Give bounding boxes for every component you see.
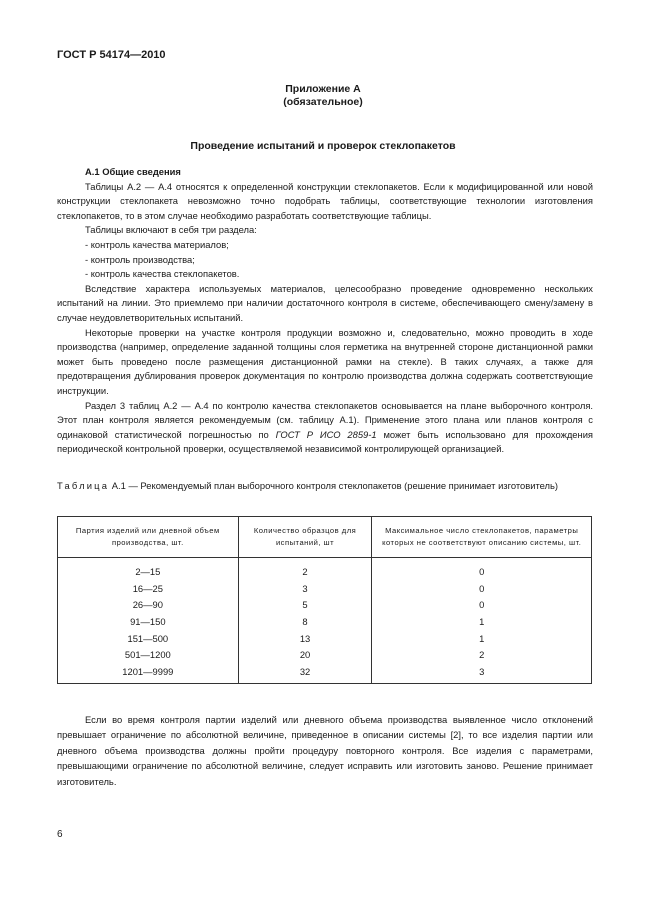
table-row (58, 663, 592, 683)
table-cell: 501—1200 (58, 646, 239, 663)
body-text (57, 165, 593, 457)
table-row (58, 613, 592, 630)
table-cell: 0 (372, 580, 592, 597)
table-cell: 0 (372, 563, 592, 580)
table-row (58, 563, 592, 580)
table-cell: 26—90 (58, 596, 239, 613)
paragraph: Таблицы включают в себя три раздела: (85, 224, 257, 236)
paragraph (57, 399, 593, 457)
table-row (58, 646, 592, 663)
table-cell: 1201—9999 (58, 663, 239, 683)
page-number: 6 (57, 829, 63, 840)
subsection-heading: А.1 Общие сведения (85, 166, 181, 177)
table-row (58, 580, 592, 597)
table-cell: 16—25 (58, 580, 239, 597)
table-cell: 32 (238, 663, 372, 683)
document-id: ГОСТ Р 54174—2010 (57, 49, 166, 61)
table-cell: 151—500 (58, 630, 239, 647)
table-cell: 1 (372, 613, 592, 630)
closing-text (57, 712, 593, 789)
table-cell: 5 (238, 596, 372, 613)
column-header: Максимальное число стеклопакетов, параметры которых не соответствуют описанию системы, шт. (372, 517, 592, 558)
table-cell: 91—150 (58, 613, 239, 630)
column-header: Партия изделий или дневной объем производства, шт. (58, 517, 239, 558)
standard-reference: ГОСТ Р ИСО 2859-1 (275, 428, 377, 440)
table-cell: 13 (238, 630, 372, 647)
sampling-plan-table (57, 516, 592, 684)
table-caption (57, 479, 593, 493)
annex-status: (обязательное) (283, 96, 363, 108)
table-row (58, 630, 592, 647)
table-row (58, 596, 592, 613)
table-cell: 1 (372, 630, 592, 647)
table-caption-label: Таблица (57, 480, 110, 491)
paragraph: Таблицы А.2 — А.4 относятся к определенной конструкции стеклопакетов. Если к модифицированной или новой конструкции стеклопакета невозможно точно подобрать таблицы, соответствующие технологии изготовления стеклопакетов, то в этом случае необходимо разработать соответствующие таблицы. (57, 180, 593, 221)
table-cell: 0 (372, 596, 592, 613)
paragraph-text: Раздел 3 таблиц А.2 — А.4 по контролю качества стеклопакетов основывается на плане выборочного контроля. Этот план контроля является рекомендуемым (см. таблицу А.1). Применение этого плана или планов контроля с одинаковой статистической погрешностью по (57, 399, 593, 440)
paragraph: Вследствие характера используемых материалов, целесообразно проведение одновременно нескольких испытаний на линии. Это приемлемо при наличии достаточного контроля в системе, обеспечивающего смену/замену в случае неудовлетворительных испытаний. (57, 282, 593, 323)
table-cell: 2 (238, 563, 372, 580)
table-cell: 2—15 (58, 563, 239, 580)
table-cell: 8 (238, 613, 372, 630)
list-item: - контроль качества материалов; (85, 238, 229, 250)
paragraph: Если во время контроля партии изделий или дневного объема производства выявленное число отклонений превышает ограничение по абсолютной величине, приведенное в описании системы [2], то все изделия партии или дневного объема производства должны пройти процедуру повторного контроля. Все изделия с параметрами, превышающими ограничение по абсолютной величине, следует исправить или изготовить заново. Решение принимает изготовитель. (57, 714, 593, 787)
table-caption-text: А.1 — Рекомендуемый план выборочного контроля стеклопакетов (решение принимает изготовитель) (109, 480, 559, 491)
list-item: - контроль производства; (85, 253, 195, 265)
table-cell: 3 (238, 580, 372, 597)
table-cell: 3 (372, 663, 592, 683)
table-cell: 2 (372, 646, 592, 663)
table-header-row (58, 517, 592, 558)
paragraph-text: может быть использовано для прохождения периодической контрольной проверки, осуществляемой независимой контролирующей организацией. (57, 428, 594, 455)
section-title: Проведение испытаний и проверок стеклопакетов (190, 140, 456, 152)
table-cell: 20 (238, 646, 372, 663)
list-item: - контроль качества стеклопакетов. (85, 268, 240, 280)
annex-title: Приложение А (285, 83, 361, 95)
paragraph: Некоторые проверки на участке контроля продукции возможно и, следовательно, можно проводить в ходе производства (например, определение заданной толщины слоя герметика на внутренней стороне дистанционной рамки может быть проведено после размещения дистанционной рамки на стекле). В таких случаях, а также для предотвращения дублирования проверок документация по контролю производства должна содержать соответствующие инструкции. (57, 326, 593, 396)
column-header: Количество образцов для испытаний, шт (238, 517, 372, 558)
